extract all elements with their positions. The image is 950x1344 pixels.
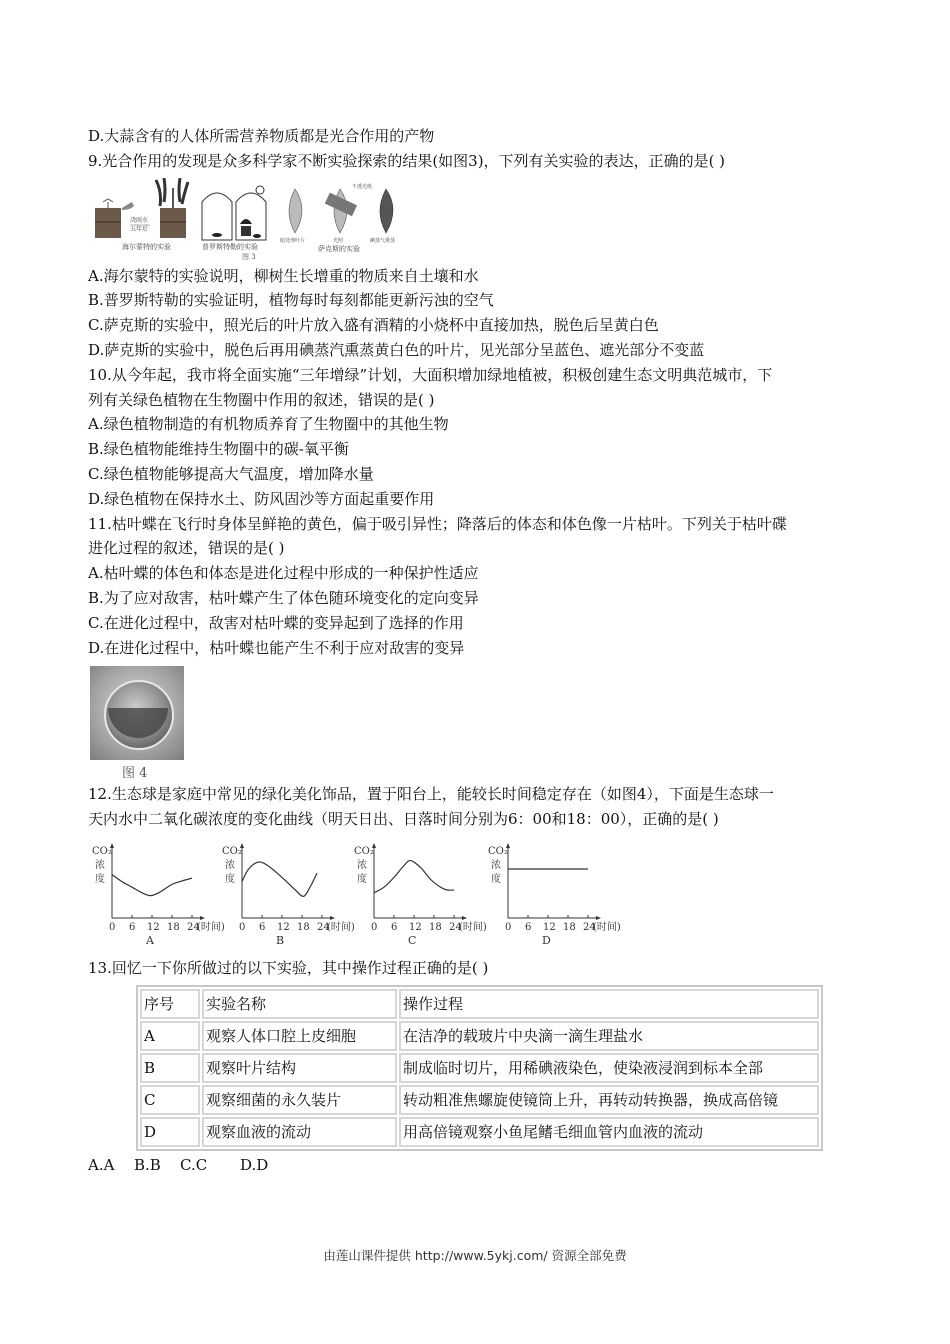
x-tick-label: 0 — [239, 921, 246, 933]
panel-label-priestley: 普罗斯特勒的实验 — [202, 242, 258, 251]
q13-answer-c: C.C — [180, 1155, 208, 1174]
q11-option-a: A.枯叶蝶的体色和体态是进化过程中形成的一种保护性适应 — [88, 564, 479, 583]
y-axis-label: 度 — [95, 873, 105, 885]
x-axis-arrow — [200, 916, 205, 920]
x-tick-label: 24 — [317, 921, 330, 933]
x-tick-label: 18 — [429, 921, 442, 933]
co2-curve — [112, 875, 192, 896]
q8-option-d: D.大蒜含有的人体所需营养物质都是光合作用的产物 — [88, 127, 435, 145]
svg-text:五年后: 五年后 — [130, 225, 149, 233]
co2-curve — [374, 861, 454, 893]
q9-option-b: B.普罗斯特勒的实验证明，植物每时每刻都能更新污浊的空气 — [88, 291, 494, 310]
header-cell: 序号 — [140, 989, 200, 1019]
y-axis-label: 度 — [491, 873, 501, 885]
x-tick-label: 12 — [277, 921, 290, 933]
q9-option-c: C.萨克斯的实验中，照光后的叶片放入盛有酒精的小烧杯中直接加热，脱色后呈黄白色 — [88, 316, 659, 335]
q12-stem-line1: 12.生态球是家庭中常见的绿化美化饰品，置于阳台上，能较长时间稳定存在（如图4），下面是生态球一 — [88, 785, 774, 804]
q13-answer-a: A.A — [88, 1155, 115, 1174]
table-row — [140, 1117, 819, 1147]
q10-stem-line1: 10.从今年起，我市将全面实施“三年增绿”计划，大面积增加绿地植被，积极创建生态文明典范城市，下 — [88, 365, 773, 384]
helmont-experiment-illustration — [95, 178, 188, 251]
x-tick-label: 0 — [371, 921, 378, 933]
x-tick-label: 18 — [167, 921, 180, 933]
table-row — [140, 1021, 819, 1051]
table-cell: 制成临时切片，用稀碘液染色，使染液浸润到标本全部 — [399, 1053, 819, 1083]
x-tick-label: 6 — [129, 921, 136, 933]
x-tick-label: 12 — [543, 921, 556, 933]
x-axis-label: (时间) — [197, 921, 225, 933]
q10-option-c: C.绿色植物能够提高大气温度，增加降水量 — [88, 464, 374, 483]
q13-answer-d: D.D — [240, 1155, 269, 1174]
table-row — [140, 1053, 819, 1083]
graph-a — [88, 840, 223, 950]
document-page — [88, 124, 868, 1177]
x-tick-label: 6 — [259, 921, 266, 933]
panel-label-sachs: 萨克斯的实验 — [318, 244, 360, 253]
graph-caption: B — [276, 933, 285, 947]
table-cell: B — [140, 1053, 200, 1083]
figure-3-illustration — [90, 178, 415, 260]
graph-b — [218, 840, 353, 950]
x-axis-arrow — [462, 916, 467, 920]
table-cell: 观察细菌的永久装片 — [202, 1085, 397, 1115]
q10-option-b: B.绿色植物能维持生物圈中的碳-氧平衡 — [88, 440, 349, 459]
header-cell: 操作过程 — [399, 989, 819, 1019]
table-cell: 用高倍镜观察小鱼尾鳍毛细血管内血液的流动 — [399, 1117, 819, 1147]
figure-3 — [90, 178, 415, 260]
q9-option-d: D.萨克斯的实验中，脱色后再用碘蒸汽熏蒸黄白色的叶片，见光部分呈蓝色、遮光部分不变蓝 — [88, 340, 705, 359]
y-axis-label: CO₂ — [354, 845, 374, 857]
x-tick-label: 12 — [409, 921, 422, 933]
x-tick-label: 6 — [525, 921, 532, 933]
graph-caption: C — [408, 933, 417, 947]
ecosphere-photo — [90, 666, 184, 760]
figure-3-caption: 图 3 — [242, 252, 256, 260]
table-cell: D — [140, 1117, 200, 1147]
q10-stem-line2: 列有关绿色植物在生物圈中作用的叙述，错误的是( ) — [88, 390, 435, 409]
x-tick-label: 24 — [449, 921, 462, 933]
q10-option-a: A.绿色植物制造的有机物质养育了生物圈中的其他生物 — [88, 415, 449, 434]
table-cell: 在洁净的载玻片中央滴一滴生理盐水 — [399, 1021, 819, 1051]
table-cell: 转动粗准焦螺旋使镜筒上升，再转动转换器，换成高倍镜 — [399, 1085, 819, 1115]
q13-stem: 13.回忆一下你所做过的以下实验，其中操作过程正确的是( ) — [88, 958, 489, 977]
x-tick-label: 0 — [505, 921, 512, 933]
page-footer: 由莲山课件提供 http://www.5ykj.com/ 资源全部免费 — [323, 1248, 627, 1263]
sachs-note: 不透光纸 — [352, 183, 373, 190]
helmont-note: 浇雨水 — [130, 216, 149, 224]
svg-text:光照: 光照 — [333, 237, 344, 244]
co2-graphs — [88, 840, 621, 950]
header-cell: 实验名称 — [202, 989, 397, 1019]
table-cell: C — [140, 1085, 200, 1115]
y-axis-label: 浓 — [357, 859, 367, 871]
q10-option-d: D.绿色植物在保持水土、防风固沙等方面起重要作用 — [88, 489, 435, 508]
q11-option-b: B.为了应对敌害，枯叶蝶产生了体色随环境变化的定向变异 — [88, 588, 479, 607]
q12-stem-line2: 天内水中二氧化碳浓度的变化曲线（明天日出、日落时间分别为6：00和18：00），正确的是( ) — [88, 810, 719, 829]
table-cell: A — [140, 1021, 200, 1051]
y-axis-label: 浓 — [95, 859, 105, 871]
q13-answers — [88, 1153, 868, 1177]
co2-curve — [242, 862, 317, 896]
x-tick-label: 18 — [563, 921, 576, 933]
q9-stem: 9.光合作用的发现是众多科学家不断实验探索的结果(如图3)，下列有关实验的表达，正确的是( ) — [88, 151, 726, 170]
figure-4-caption: 图 4 — [122, 766, 148, 782]
x-tick-label: 18 — [297, 921, 310, 933]
priestley-experiment-illustration — [202, 186, 266, 251]
q9-option-a: A.海尔蒙特的实验说明，柳树生长增重的物质来自土壤和水 — [88, 266, 479, 285]
x-tick-label: 0 — [109, 921, 116, 933]
sachs-experiment-illustration — [280, 183, 395, 253]
graph-c — [350, 840, 485, 950]
x-axis-label: (时间) — [327, 921, 355, 933]
x-tick-label: 12 — [147, 921, 160, 933]
y-axis-label: 度 — [357, 873, 367, 885]
table-cell: 观察血液的流动 — [202, 1117, 397, 1147]
y-axis-label: 浓 — [491, 859, 501, 871]
q13-answer-b: B.B — [134, 1155, 161, 1174]
figure-4 — [90, 666, 186, 782]
graph-caption: D — [542, 933, 551, 947]
table-row — [140, 1085, 819, 1115]
q11-stem-line2: 进化过程的叙述，错误的是( ) — [88, 539, 285, 558]
y-axis-label: 浓 — [225, 859, 235, 871]
x-axis-arrow — [596, 916, 601, 920]
graph-d — [484, 840, 619, 950]
y-axis-label: CO₂ — [92, 845, 112, 857]
q11-option-d: D.在进化过程中，枯叶蝶也能产生不利于应对敌害的变异 — [88, 638, 465, 657]
graph-caption: A — [146, 933, 154, 947]
q11-option-c: C.在进化过程中，敌害对枯叶蝶的变异起到了选择的作用 — [88, 613, 464, 632]
q11-stem-line1: 11.枯叶蝶在飞行时身体呈鲜艳的黄色，偏于吸引异性；降落后的体态和体色像一片枯叶。下列关于枯叶碟 — [88, 514, 787, 533]
y-axis-label: 度 — [225, 873, 235, 885]
experiment-table — [136, 985, 823, 1151]
x-axis-arrow — [330, 916, 335, 920]
svg-text:暗处理叶片: 暗处理叶片 — [280, 237, 306, 244]
x-tick-label: 24 — [583, 921, 596, 933]
x-axis-label: (时间) — [459, 921, 487, 933]
x-axis-label: (时间) — [593, 921, 621, 933]
table-cell: 观察叶片结构 — [202, 1053, 397, 1083]
svg-text:碘蒸气熏蒸: 碘蒸气熏蒸 — [370, 237, 396, 244]
x-tick-label: 6 — [391, 921, 398, 933]
y-axis-label: CO₂ — [222, 845, 242, 857]
table-cell: 观察人体口腔上皮细胞 — [202, 1021, 397, 1051]
panel-label-helmont: 海尔蒙特的实验 — [122, 242, 171, 251]
y-axis-label: CO₂ — [488, 845, 508, 857]
x-tick-label: 24 — [187, 921, 200, 933]
table-header-row — [140, 989, 819, 1019]
